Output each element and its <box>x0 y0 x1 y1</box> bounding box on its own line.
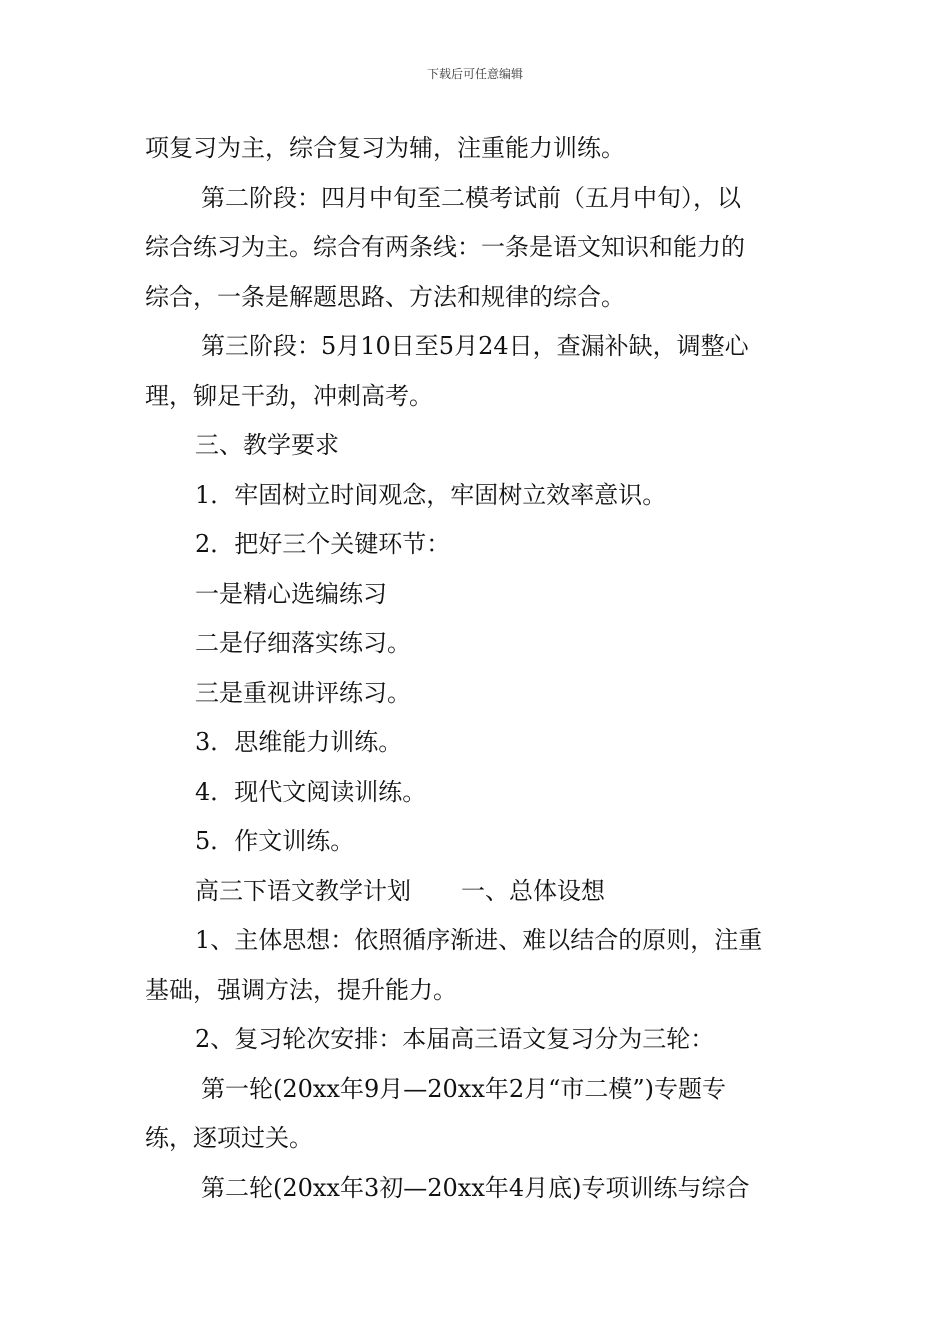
paragraph-line: 基础，强调方法，提升能力。 <box>145 975 457 1004</box>
section-heading: 三、教学要求 <box>195 431 339 459</box>
paragraph-line: 综合，一条是解题思路、方法和规律的综合。 <box>145 282 625 311</box>
paragraph-line: 综合练习为主。综合有两条线：一条是语文知识和能力的 <box>145 233 745 261</box>
list-item: 5．作文训练。 <box>195 827 355 855</box>
list-item: 二是仔细落实练习。 <box>195 629 411 657</box>
list-item: 4．现代文阅读训练。 <box>195 777 427 806</box>
page-header: 下载后可任意编辑 <box>426 67 523 81</box>
list-item: 3．思维能力训练。 <box>195 728 403 756</box>
paragraph-line: 第三阶段：5月10日至5月24日，查漏补缺，调整心 <box>201 332 749 360</box>
title-line <box>145 867 810 917</box>
paragraph-line: 练，逐项过关。 <box>145 1124 313 1152</box>
list-item: 2．把好三个关键环节： <box>195 530 451 558</box>
document-title: 高三下语文教学计划 <box>195 876 411 905</box>
paragraph-line: 1、主体思想：依照循序渐进、难以结合的原则，注重 <box>195 926 763 954</box>
paragraph-line: 第一轮(20xx年9月—20xx年2月“市二模”)专题专 <box>201 1074 727 1103</box>
list-item: 三是重视讲评练习。 <box>195 678 411 707</box>
paragraph-line: 理，铆足干劲，冲刺高考。 <box>145 381 433 410</box>
list-item: 1．牢固树立时间观念，牢固树立效率意识。 <box>195 480 667 509</box>
paragraph-line: 第二阶段：四月中旬至二模考试前（五月中旬），以 <box>201 183 741 212</box>
paragraph-line: 项复习为主，综合复习为辅，注重能力训练。 <box>145 134 625 162</box>
list-item: 一是精心选编练习 <box>195 579 387 608</box>
document-body <box>145 124 810 1213</box>
section-heading: 一、总体设想 <box>461 876 605 905</box>
paragraph-line: 第二轮(20xx年3初—20xx年4月底)专项训练与综合 <box>201 1173 750 1202</box>
paragraph-line: 2、复习轮次安排：本届高三语文复习分为三轮： <box>195 1025 715 1053</box>
